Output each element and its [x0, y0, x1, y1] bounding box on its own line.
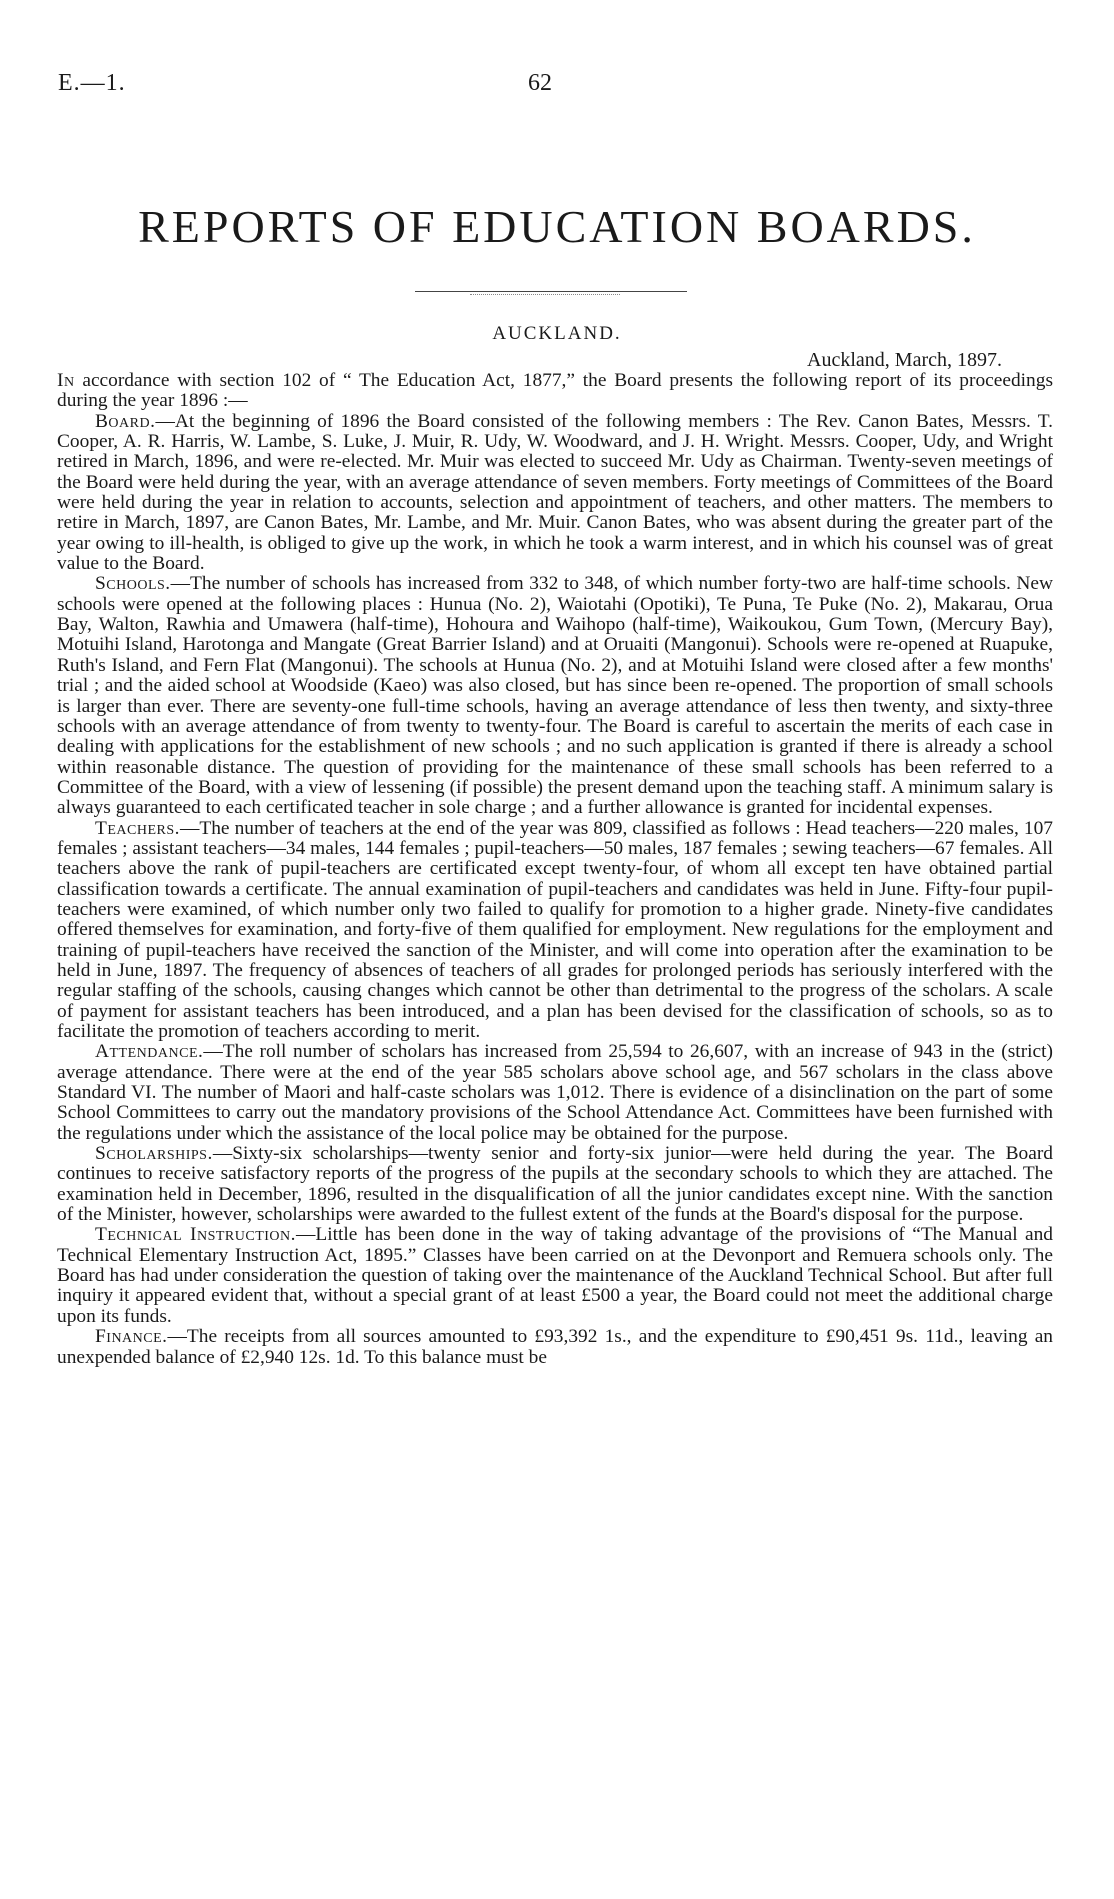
title-rule-dotted [470, 294, 620, 295]
paragraph-technical-instruction [57, 1225, 1053, 1327]
page-title: REPORTS OF EDUCATION BOARDS. [138, 201, 976, 252]
paragraph-lead: Board. [95, 410, 156, 432]
report-body [57, 371, 1053, 1368]
paragraph-schools [57, 574, 1053, 818]
paragraph-text: —The roll number of scholars has increased from 25,594 to 26,607, with an increase of 943 in the (strict) average attendance. There were at the end of the year 585 scholars above school age, and 567 scholars in the class above Standard VI. The number of Maori and half-caste scholars was 1,012. There is evidence of a disinclination on the part of some School Committees to carry out the mandatory provisions of the School Attendance Act. Committees have been furnished with the regulations under which the assistance of the local police may be obtained for the purpose. [57, 1041, 1053, 1144]
paragraph-text: —The receipts from all sources amounted to £93,392 1s., and the expenditure to £90,451 9s. 11d., leaving an unexpended balance of £2,940 12s. 1d. To this balance must be [57, 1326, 1053, 1368]
paragraph-scholarships [57, 1144, 1053, 1225]
paragraph-teachers [57, 819, 1053, 1043]
paragraph-text: —The number of teachers at the end of the year was 809, classified as follows : Head teachers—220 males, 107 females ; assistant teachers—34 males, 144 females ; pupil-teachers—50 males, 187 females ; sewing teachers—67 females. All teachers above the rank of pupil-teachers are certificated except twenty-four, of whom all except ten have obtained partial classification towards a certificate. The annual examination of pupil-teachers and candidates was held in June. Fifty-four pupil-teachers were examined, of which number only two failed to qualify for promotion to a higher grade. Ninety-five candidates offered themselves for examination, and forty-five of them qualified for employment. New regulations for the employment and training of pupil-teachers have received the sanction of the Minister, and will come into operation after the examination to be held in June, 1897. The frequency of absences of teachers of all grades for prolonged periods has seriously interfered with the regular staffing of the schools, causing changes which cannot be other than detrimental to the progress of the scholars. A scale of payment for assistant teachers has been introduced, and a plan has been devised for the classification of schools, so as to facilitate the promotion of teachers according to merit. [57, 817, 1053, 1042]
paragraph-text: —At the beginning of 1896 the Board consisted of the following members : The Rev. Canon Bates, Messrs. T. Cooper, A. R. Harris, W. Lambe, S. Luke, J. Muir, R. Udy, W. Woodward, and J. H. Wright. Messrs. Cooper, Udy, and Wright retired in March, 1896, and were re-elected. Mr. Muir was elected to succeed Mr. Udy as Chairman. Twenty-seven meetings of the Board were held during the year, with an average attendance of seven members. Forty meetings of Committees of the Board were held during the year in relation to accounts, selection and appointment of teachers, and other matters. The members to retire in March, 1897, are Canon Bates, Mr. Lambe, and Mr. Muir. Canon Bates, who was absent during the greater part of the year owing to ill-health, is obliged to give up the work, in which he took a warm interest, and in which his counsel was of great value to the Board. [57, 410, 1053, 575]
paragraph-lead: Schools. [95, 573, 171, 595]
paragraph-lead: Scholarships. [95, 1143, 213, 1165]
paragraph-lead: In [57, 370, 75, 391]
paragraph-attendance [57, 1042, 1053, 1144]
title-rule [415, 291, 687, 292]
page-number: 62 [528, 70, 552, 96]
paragraph-lead: Attendance. [95, 1041, 204, 1063]
dateline: Auckland, March, 1897. [807, 349, 1002, 371]
paragraph-lead: Teachers. [95, 817, 180, 839]
paragraph-lead: Finance. [95, 1326, 168, 1348]
paragraph-text: —The number of schools has increased from 332 to 348, of which number forty-two are half-time schools. New schools were opened at the following places : Hunua (No. 2), Waiotahi (Opotiki), Te Puna, Te Puke (No. 2), Makarau, Orua Bay, Walton, Rawhia and Umawera (half-time), Hohoura and Waihopo (half-time), Waikoukou, Gum Town, (Mercury Bay), Motuihi Island, Harotonga and Mangate (Great Barrier Island) and at Oruaiti (Mangonui). Schools were re-opened at Ruapuke, Ruth's Island, and Fern Flat (Mangonui). The schools at Hunua (No. 2), and at Motuihi Island were closed after a few months' trial ; and the aided school at Woodside (Kaeo) was also closed, but has since been re-opened. The proportion of small schools is larger than ever. There are seventy-one full-time schools, having an average attendance of less then twenty, and sixty-three schools with an average attendance of from twenty to twenty-four. The Board is careful to ascertain the merits of each case in dealing with applications for the establishment of new schools ; and no such application is granted if there is already a school within reasonable distance. The question of providing for the maintenance of these small schools has been referred to a Committee of the Board, with a view of lessening (if possible) the present demand upon the teaching staff. A minimum salary is always guaranteed to each certificated teacher in sole charge ; and a further allowance is granted for incidental expenses. [57, 573, 1053, 819]
paragraph-lead: Technical Instruction. [95, 1224, 296, 1246]
section-heading: AUCKLAND. [492, 323, 622, 344]
parliamentary-reference: E.—1. [58, 70, 126, 96]
paragraph-text: —Sixty-six scholarships—twenty senior and forty-six junior—were held during the year. The Board continues to receive satisfactory reports of the progress of the pupils at the secondary schools to which they are attached. The examination held in December, 1896, resulted in the disqualification of all the junior candidates except nine. With the sanction of the Minister, however, scholarships were awarded to the fullest extent of the funds at the Board's disposal for the purpose. [57, 1143, 1053, 1226]
paragraph-intro [57, 371, 1053, 412]
paragraph-text: accordance with section 102 of “ The Education Act, 1877,” the Board presents the following report of its proceedings during the year 1896 :— [57, 370, 1053, 412]
paragraph-finance [57, 1327, 1053, 1368]
paragraph-board [57, 412, 1053, 575]
paragraph-text: —Little has been done in the way of taking advantage of the provisions of “The Manual and Technical Elementary Instruction Act, 1895.” Classes have been carried on at the Devonport and Remuera schools only. The Board has had under consideration the question of taking over the maintenance of the Auckland Technical School. But after full inquiry it appeared evident that, without a special grant of at least £500 a year, the Board could not meet the additional charge upon its funds. [57, 1224, 1053, 1327]
